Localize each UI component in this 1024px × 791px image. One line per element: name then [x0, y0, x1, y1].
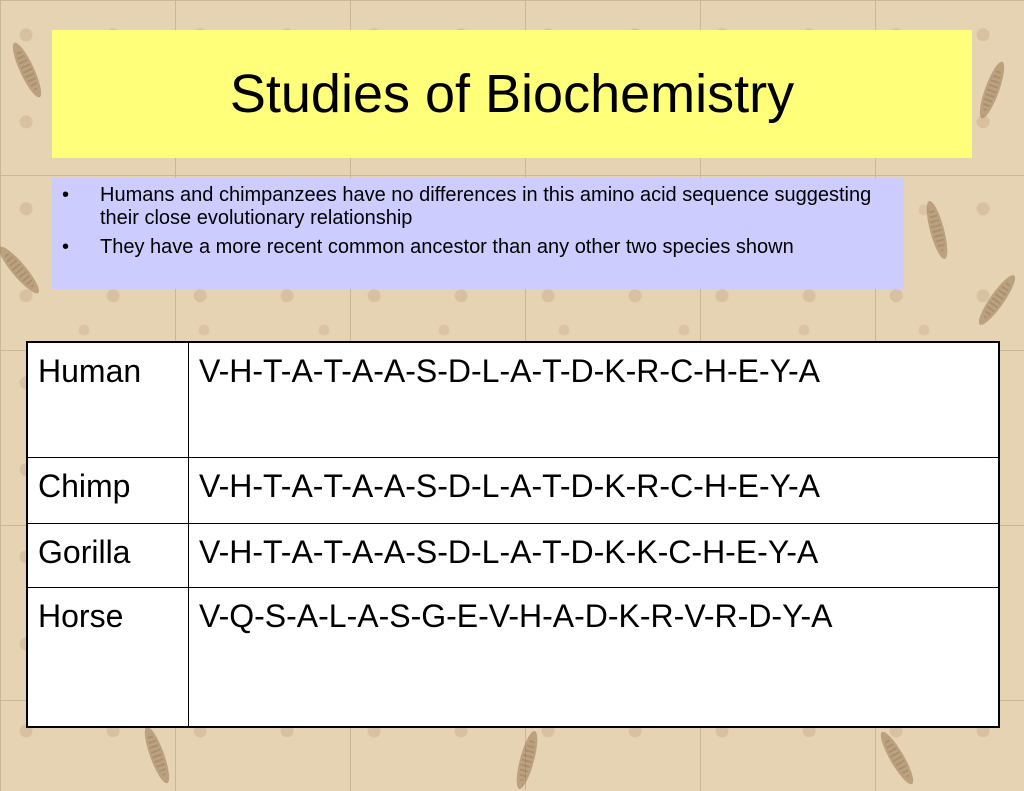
slide-title: Studies of Biochemistry	[229, 64, 795, 124]
table-row	[27, 523, 999, 587]
sequence-cell: V-H-T-A-T-A-A-S-D-L-A-T-D-K-R-C-H-E-Y-A	[189, 342, 1000, 457]
species-cell: Gorilla	[27, 523, 189, 587]
bullet-marker: •	[62, 184, 70, 206]
sequence-cell: V-Q-S-A-L-A-S-G-E-V-H-A-D-K-R-V-R-D-Y-A	[189, 587, 1000, 727]
bullet-text: They have a more recent common ancestor than any other two species shown	[100, 236, 794, 258]
species-cell: Chimp	[27, 457, 189, 523]
fossil-decoration	[0, 243, 44, 298]
fossil-decoration	[140, 724, 174, 785]
bullet-item	[60, 184, 896, 230]
fossil-decoration	[975, 59, 1009, 120]
fossil-decoration	[922, 199, 951, 261]
fossil-decoration	[8, 40, 46, 100]
table-row	[27, 457, 999, 523]
title-box	[52, 30, 972, 158]
table-row	[27, 342, 999, 457]
bullet-item	[60, 236, 896, 259]
sequence-table	[26, 341, 1000, 728]
bullet-marker: •	[62, 236, 70, 258]
sequence-cell: V-H-T-A-T-A-A-S-D-L-A-T-D-K-R-C-H-E-Y-A	[189, 457, 1000, 523]
species-cell: Human	[27, 342, 189, 457]
species-cell: Horse	[27, 587, 189, 727]
bullet-text: Humans and chimpanzees have no differences in this amino acid sequence suggesting their close evolutionary relationship	[100, 184, 872, 229]
fossil-decoration	[974, 271, 1020, 328]
fossil-decoration	[876, 729, 918, 788]
fossil-decoration	[512, 729, 541, 791]
table-row	[27, 587, 999, 727]
sequence-cell: V-H-T-A-T-A-A-S-D-L-A-T-D-K-K-C-H-E-Y-A	[189, 523, 1000, 587]
bullet-list	[52, 178, 904, 289]
